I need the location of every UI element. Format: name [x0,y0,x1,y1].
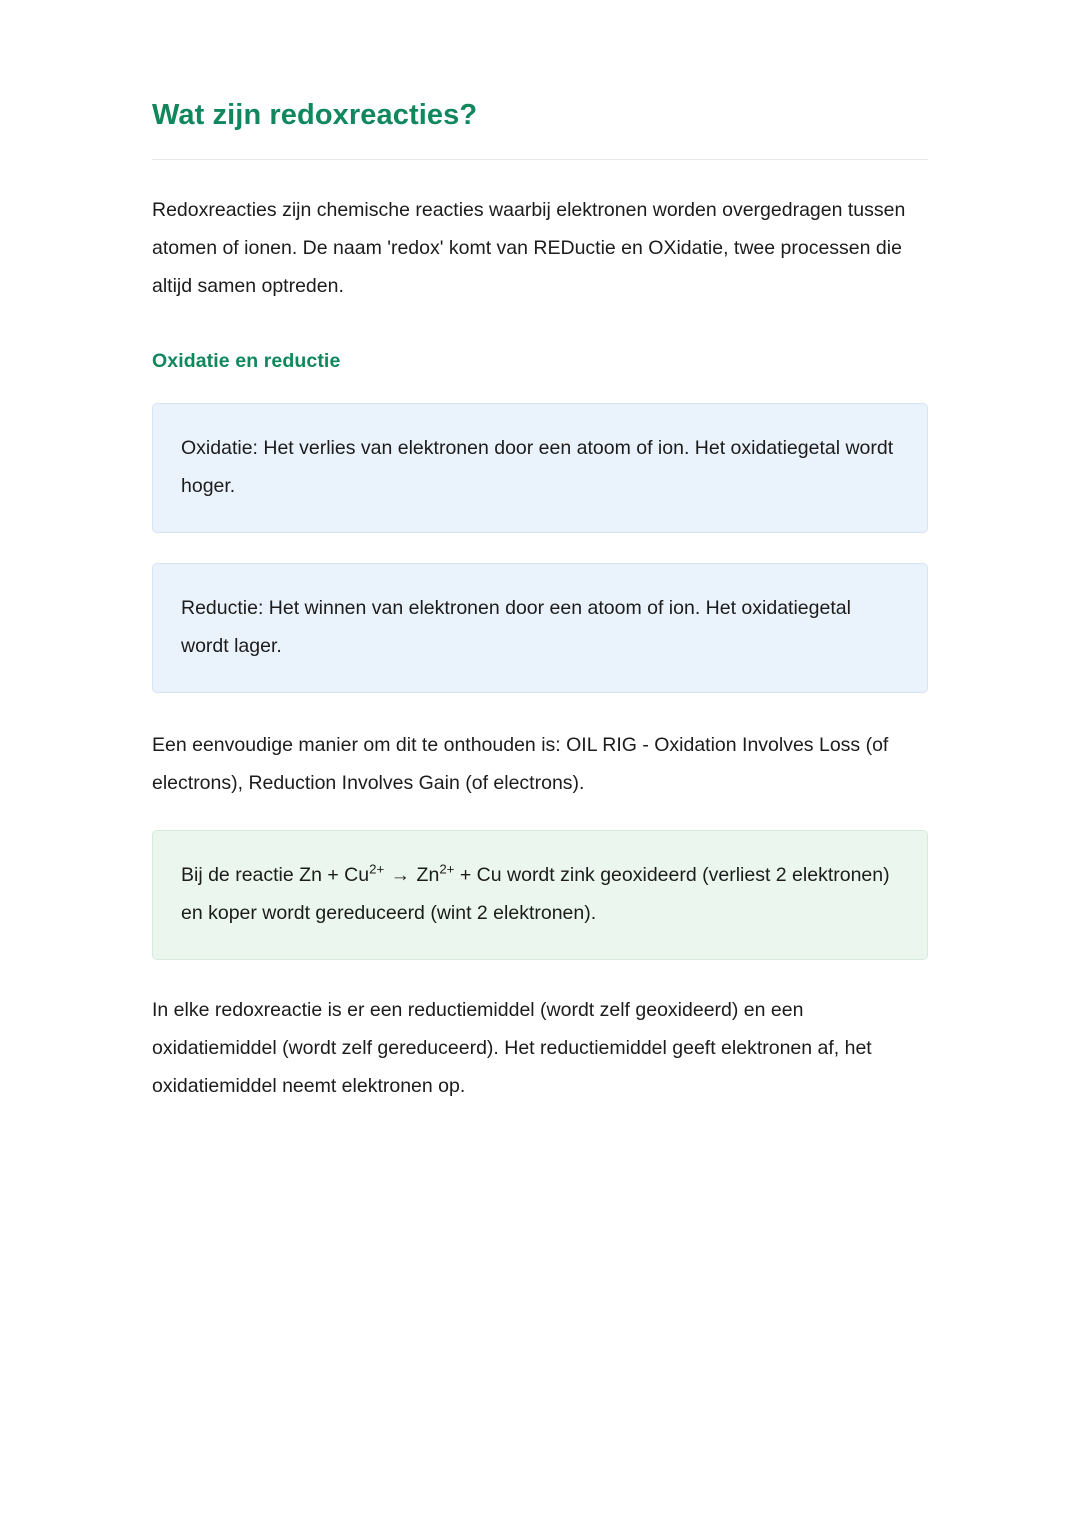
closing-paragraph: In elke redoxreactie is er een reductiemiddel (wordt zelf geoxideerd) en een oxidatiemiddel (wordt zelf gereduceerd). Het reductiemiddel geeft elektronen af, het oxidatiemiddel neemt elektronen op. [152,998,872,1097]
equation-product-1: Zn [416,863,440,886]
equation-plus-1: + [321,863,345,886]
equation-product-1-charge: 2+ [439,861,455,877]
equation-reactant-2: Cu [344,863,370,886]
example-text-after: wordt zink geoxideerd (verliest 2 elektronen) en koper wordt gereduceerd (wint 2 elektronen). [181,863,890,924]
callout-reductie-text: Reductie: Het winnen van elektronen door een atoom of ion. Het oxidatiegetal wordt lager. [181,596,851,657]
equation-reactant-1: Zn [299,863,322,886]
example-text-before: Bij de reactie [181,863,300,886]
equation-product-2: Cu [476,863,502,886]
page-title: Wat zijn redoxreacties? [152,99,478,131]
equation-plus-2: + [454,863,477,886]
callout-oxidatie-text: Oxidatie: Het verlies van elektronen door een atoom of ion. Het oxidatiegetal wordt hoger. [181,436,894,497]
equation-reactant-2-charge: 2+ [369,861,385,877]
section-heading-oxidatie-en-reductie: Oxidatie en reductie [152,350,341,373]
title-divider [152,159,928,160]
mnemonic-paragraph: Een eenvoudige manier om dit te onthouden is: OIL RIG - Oxidation Involves Loss (of electrons), Reduction Involves Gain (of electrons). [152,733,889,794]
callout-reductie [152,563,928,693]
redox-equation [299,861,502,886]
intro-paragraph: Redoxreacties zijn chemische reacties waarbij elektronen worden overgedragen tussen atomen of ionen. De naam 'redox' komt van REDuctie en OXidatie, twee processen die altijd samen optreden. [152,199,906,298]
equation-arrow-icon: → [390,863,411,886]
callout-oxidatie [152,403,928,533]
callout-voorbeeld [152,830,928,960]
callout-voorbeeld-text [181,856,899,932]
